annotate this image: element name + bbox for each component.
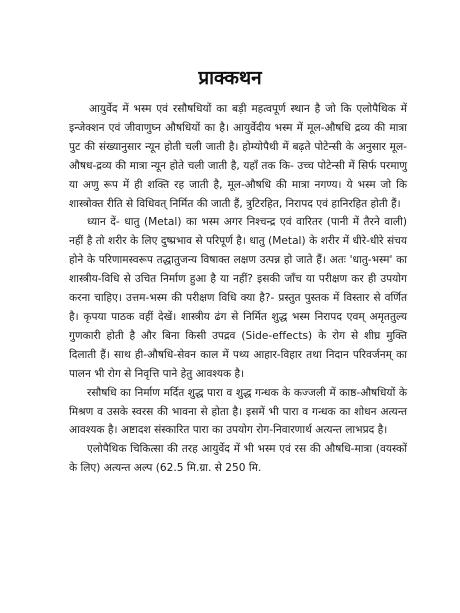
paragraph-3: रसौषधि का निर्माण मर्दित शुद्ध पारा व शुद्ध गन्धक के कज्जली में काष्ठ-औषधियों के मिश्रण व उसके स्वरस की भावना से होता है। इसमें भी पारा व गन्धक का शोधन अत्यन्त आवश्यक है। अष्टादश संस्कारित पारा का उपयोग रोग-निवारणार्थ अत्यन्त लाभप्रद है। [69,386,407,437]
page-title: प्राक्कथन [198,67,262,89]
paragraph-1: आयुर्वेद में भस्म एवं रसौषधियों का बड़ी महत्वपूर्ण स्थान है जो कि एलोपैथिक में इन्जेक्शन एवं जीवाणुघ्न औषधियों का है। आयुर्वेदीय भस्म में मूल-औषधि द्रव्य की मात्रा पुट की संख्यानुसार न्यून होती चली जाती है। होम्योपैथी में बढ़ते पोटेन्सी के अनुसार मूल-औषध-द्रव्य की मात्रा न्यून होते चली जाती है, यहाँ तक कि- उच्च पोटेन्सी में सिर्फ परमाणु या अणु रूप में ही शक्ति रह जाती है, मूल-औषधि की मात्रा नगण्य। ये भस्म जो कि शास्त्रोक्त रीति से विधिवत् निर्मित की जाती हैं, त्रुटिरहित, निरापद एवं हानिरहित होती हैं। [69,103,407,210]
paragraph-2: ध्यान दें- धातु (Metal) का भस्म अगर निश्चन्द्र एवं वारितर (पानी में तैरने वाली) नहीं है तो शरीर के लिए दुष्प्रभाव से परिपूर्ण है। धातु (Metal) के शरीर में धीरे-धीरे संचय होने के परिणामस्वरूप तद्धातुजन्य विषाक्त लक्षण उत्पन्न हो जाते हैं। अतः 'धातु-भस्म' का शास्त्रीय-विधि से उचित निर्माण हुआ है या नहीं? इसकी जाँच या परीक्षण कर ही उपयोग करना चाहिए। उत्तम-भस्म की परीक्षण विधि क्या है?- प्रस्तुत पुस्तक में विस्तार से वर्णित है। कृपया पाठक वहीं देखें। शास्त्रीय ढंग से निर्मित शुद्ध भस्म निरापद एवम् अमृततुल्य गुणकारी होती है और बिना किसी उपद्रव (Side-effects) के रोग से शीघ्र मुक्ति दिलाती हैं। साथ ही-औषधि-सेवन काल में पथ्य आहार-विहार तथा निदान परिवर्जनम् का पालन भी रोग से निवृत्ति पाने हेतु आवश्यक है। [69,216,407,380]
paragraph-4: एलोपैथिक चिकित्सा की तरह आयुर्वेद में भी भस्म एवं रस की औषधि-मात्रा (वयस्कों के लिए) अत्यन्त अल्प (62.5 मि.ग्रा. से 250 मि. [69,443,407,475]
body-text [69,100,407,478]
